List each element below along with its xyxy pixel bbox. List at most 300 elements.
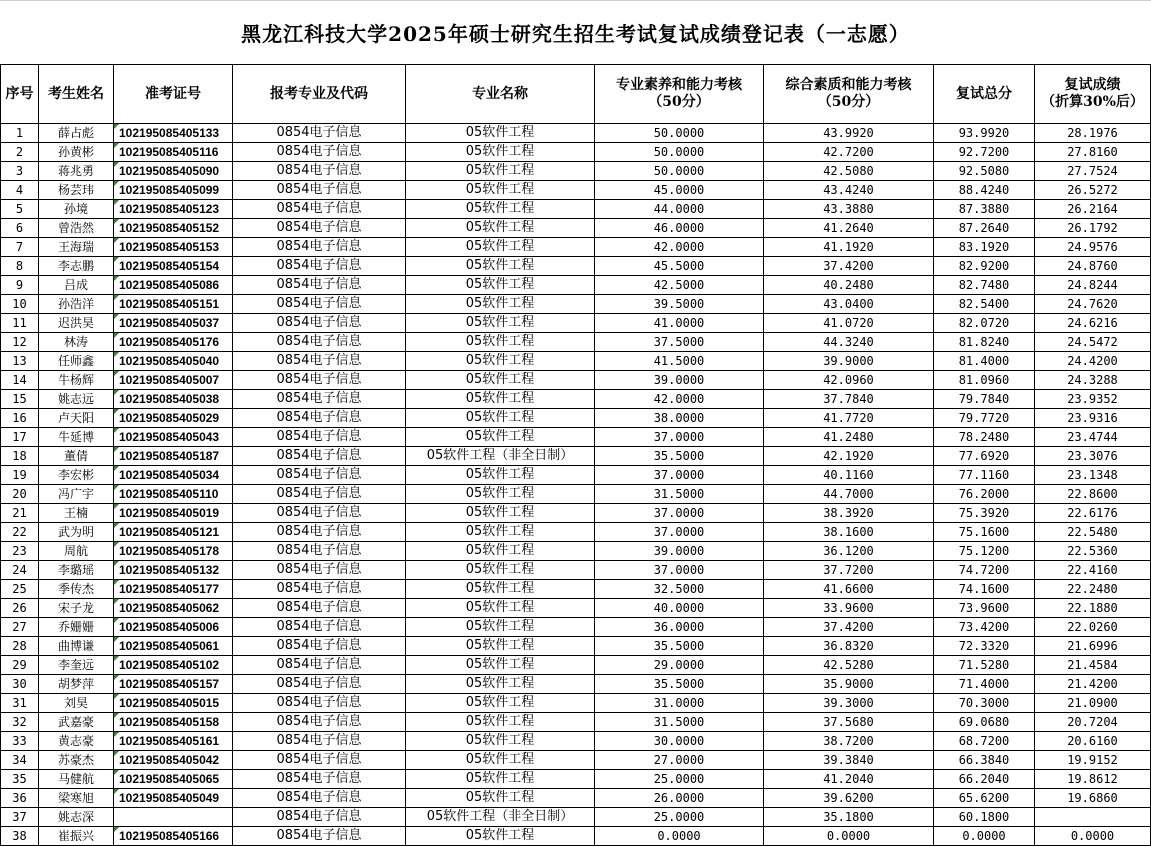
cell-no: 34 [1,751,39,770]
cell-total: 68.7200 [934,732,1035,751]
cell-exam-id: 102195085405062 [114,599,233,618]
header-no: 序号 [1,65,39,124]
cell-exam-id: 102195085405157 [114,675,233,694]
cell-comprehensive: 42.5080 [764,162,934,181]
cell-no: 15 [1,390,39,409]
cell-name: 蒋兆勇 [39,162,114,181]
cell-major: 0854电子信息 [233,409,406,428]
cell-no: 27 [1,618,39,637]
cell-specialty: 05软件工程 [406,751,595,770]
table-row [1,295,1151,314]
cell-converted: 21.4584 [1035,656,1151,675]
cell-exam-id: 102195085405099 [114,181,233,200]
table-row [1,713,1151,732]
cell-total: 92.5080 [934,162,1035,181]
cell-professional: 42.0000 [595,238,764,257]
cell-major: 0854电子信息 [233,485,406,504]
cell-comprehensive: 37.4200 [764,257,934,276]
cell-specialty: 05软件工程 [406,675,595,694]
cell-exam-id: 102195085405177 [114,580,233,599]
cell-comprehensive: 41.2480 [764,428,934,447]
cell-total: 82.7480 [934,276,1035,295]
cell-no: 21 [1,504,39,523]
cell-exam-id: 102195085405034 [114,466,233,485]
table-row [1,124,1151,143]
table-row [1,162,1151,181]
table-row [1,637,1151,656]
cell-converted: 20.7204 [1035,713,1151,732]
cell-name: 孙境 [39,200,114,219]
cell-total: 81.4000 [934,352,1035,371]
cell-major: 0854电子信息 [233,827,406,846]
cell-name: 李奎远 [39,656,114,675]
table-row [1,371,1151,390]
cell-total: 79.7720 [934,409,1035,428]
cell-total: 87.2640 [934,219,1035,238]
score-table [0,64,1151,846]
cell-specialty: 05软件工程 [406,124,595,143]
cell-converted: 19.9152 [1035,751,1151,770]
cell-comprehensive: 42.1920 [764,447,934,466]
cell-no: 23 [1,542,39,561]
cell-comprehensive: 36.1200 [764,542,934,561]
cell-name: 冯广宇 [39,485,114,504]
cell-exam-id: 102195085405123 [114,200,233,219]
table-row [1,808,1151,827]
cell-converted: 27.7524 [1035,162,1151,181]
cell-comprehensive: 40.1160 [764,466,934,485]
header-comprehensive-line1: 综合素质和能力考核 [785,77,912,93]
cell-name: 董倩 [39,447,114,466]
cell-total: 81.0960 [934,371,1035,390]
cell-professional: 42.5000 [595,276,764,295]
cell-name: 姚志远 [39,390,114,409]
cell-major: 0854电子信息 [233,580,406,599]
cell-comprehensive: 37.4200 [764,618,934,637]
table-row [1,694,1151,713]
cell-comprehensive: 37.7840 [764,390,934,409]
cell-comprehensive: 37.5680 [764,713,934,732]
cell-comprehensive: 42.7200 [764,143,934,162]
cell-converted: 23.1348 [1035,466,1151,485]
table-row [1,466,1151,485]
cell-name: 胡梦萍 [39,675,114,694]
cell-converted: 23.9352 [1035,390,1151,409]
table-row [1,276,1151,295]
cell-major: 0854电子信息 [233,770,406,789]
header-total: 复试总分 [934,65,1035,124]
cell-major: 0854电子信息 [233,637,406,656]
cell-specialty: 05软件工程 [406,295,595,314]
cell-converted: 22.5360 [1035,542,1151,561]
cell-major: 0854电子信息 [233,352,406,371]
cell-converted: 19.8612 [1035,770,1151,789]
cell-comprehensive: 43.0400 [764,295,934,314]
table-row [1,409,1151,428]
table-row [1,238,1151,257]
cell-specialty: 05软件工程 [406,618,595,637]
table-row [1,257,1151,276]
cell-converted: 22.0260 [1035,618,1151,637]
cell-converted: 21.4200 [1035,675,1151,694]
cell-exam-id [114,808,233,827]
cell-professional: 35.5000 [595,675,764,694]
cell-name: 宋子龙 [39,599,114,618]
cell-comprehensive: 39.3000 [764,694,934,713]
cell-exam-id: 102195085405015 [114,694,233,713]
cell-converted: 24.3288 [1035,371,1151,390]
cell-exam-id: 102195085405158 [114,713,233,732]
cell-name: 梁寒旭 [39,789,114,808]
cell-no: 10 [1,295,39,314]
cell-total: 76.2000 [934,485,1035,504]
cell-specialty: 05软件工程 [406,181,595,200]
cell-exam-id: 102195085405151 [114,295,233,314]
table-row [1,219,1151,238]
cell-specialty: 05软件工程 [406,713,595,732]
table-row [1,561,1151,580]
header-name: 考生姓名 [39,65,114,124]
cell-converted: 23.4744 [1035,428,1151,447]
cell-major: 0854电子信息 [233,143,406,162]
cell-exam-id: 102195085405133 [114,124,233,143]
cell-name: 刘昊 [39,694,114,713]
cell-name: 周航 [39,542,114,561]
cell-name: 崔振兴 [39,827,114,846]
cell-no: 20 [1,485,39,504]
table-row [1,542,1151,561]
table-row [1,770,1151,789]
header-comprehensive [764,65,934,124]
cell-total: 71.4000 [934,675,1035,694]
cell-name: 李志鹏 [39,257,114,276]
table-body [1,124,1151,846]
cell-no: 25 [1,580,39,599]
table-row [1,827,1151,846]
cell-major: 0854电子信息 [233,789,406,808]
cell-professional: 37.0000 [595,561,764,580]
cell-comprehensive: 41.6600 [764,580,934,599]
cell-no: 14 [1,371,39,390]
cell-professional: 42.0000 [595,390,764,409]
cell-no: 18 [1,447,39,466]
cell-professional: 30.0000 [595,732,764,751]
cell-specialty: 05软件工程 [406,485,595,504]
cell-major: 0854电子信息 [233,694,406,713]
cell-exam-id: 102195085405161 [114,732,233,751]
cell-major: 0854电子信息 [233,257,406,276]
cell-name: 迟洪昊 [39,314,114,333]
cell-major: 0854电子信息 [233,713,406,732]
cell-no: 6 [1,219,39,238]
cell-comprehensive: 41.2640 [764,219,934,238]
cell-converted: 0.0000 [1035,827,1151,846]
cell-comprehensive: 0.0000 [764,827,934,846]
header-row [1,65,1151,124]
cell-name: 牛杨辉 [39,371,114,390]
cell-comprehensive: 44.3240 [764,333,934,352]
cell-major: 0854电子信息 [233,181,406,200]
cell-name: 林涛 [39,333,114,352]
cell-total: 87.3880 [934,200,1035,219]
cell-professional: 29.0000 [595,656,764,675]
cell-major: 0854电子信息 [233,675,406,694]
table-row [1,352,1151,371]
cell-professional: 41.5000 [595,352,764,371]
cell-professional: 50.0000 [595,162,764,181]
header-professional-line2: （50分） [648,94,710,110]
cell-name: 曲博谦 [39,637,114,656]
cell-total: 73.9600 [934,599,1035,618]
header-converted-line2: （折算30%后） [1041,94,1144,110]
cell-comprehensive: 33.9600 [764,599,934,618]
cell-major: 0854电子信息 [233,333,406,352]
cell-major: 0854电子信息 [233,732,406,751]
cell-exam-id: 102195085405178 [114,542,233,561]
cell-total: 70.3000 [934,694,1035,713]
table-row [1,314,1151,333]
cell-converted: 22.5480 [1035,523,1151,542]
cell-major: 0854电子信息 [233,542,406,561]
cell-professional: 31.5000 [595,713,764,732]
cell-no: 30 [1,675,39,694]
cell-name: 薛占彪 [39,124,114,143]
cell-converted: 28.1976 [1035,124,1151,143]
cell-comprehensive: 44.7000 [764,485,934,504]
cell-total: 81.8240 [934,333,1035,352]
cell-comprehensive: 40.2480 [764,276,934,295]
header-comprehensive-line2: （50分） [817,94,880,110]
cell-specialty: 05软件工程 [406,371,595,390]
cell-exam-id: 102195085405040 [114,352,233,371]
table-row [1,618,1151,637]
cell-name: 王海瑞 [39,238,114,257]
header-specialty: 专业名称 [406,65,595,124]
cell-specialty: 05软件工程 [406,238,595,257]
cell-comprehensive: 39.6200 [764,789,934,808]
cell-professional: 37.0000 [595,504,764,523]
cell-exam-id: 102195085405043 [114,428,233,447]
cell-comprehensive: 37.7200 [764,561,934,580]
cell-name: 杨芸玮 [39,181,114,200]
cell-professional: 50.0000 [595,124,764,143]
cell-no: 19 [1,466,39,485]
table-row [1,675,1151,694]
cell-name: 黄志豪 [39,732,114,751]
cell-total: 82.5400 [934,295,1035,314]
cell-exam-id: 102195085405152 [114,219,233,238]
cell-converted: 24.9576 [1035,238,1151,257]
table-row [1,181,1151,200]
cell-specialty: 05软件工程 [406,599,595,618]
cell-specialty: 05软件工程 [406,542,595,561]
cell-major: 0854电子信息 [233,314,406,333]
cell-specialty: 05软件工程 [406,732,595,751]
cell-professional: 25.0000 [595,808,764,827]
cell-specialty: 05软件工程 [406,276,595,295]
cell-major: 0854电子信息 [233,618,406,637]
cell-professional: 37.0000 [595,428,764,447]
cell-exam-id: 102195085405029 [114,409,233,428]
cell-exam-id: 102195085405061 [114,637,233,656]
table-row [1,751,1151,770]
cell-professional: 38.0000 [595,409,764,428]
cell-total: 65.6200 [934,789,1035,808]
cell-major: 0854电子信息 [233,561,406,580]
cell-no: 4 [1,181,39,200]
cell-name: 季传杰 [39,580,114,599]
cell-specialty: 05软件工程 [406,390,595,409]
cell-no: 33 [1,732,39,751]
cell-specialty: 05软件工程 [406,409,595,428]
cell-exam-id: 102195085405090 [114,162,233,181]
cell-no: 31 [1,694,39,713]
table-row [1,390,1151,409]
cell-comprehensive: 39.3840 [764,751,934,770]
cell-total: 74.7200 [934,561,1035,580]
cell-total: 88.4240 [934,181,1035,200]
cell-specialty: 05软件工程 [406,694,595,713]
table-row [1,580,1151,599]
cell-converted: 21.6996 [1035,637,1151,656]
cell-no: 11 [1,314,39,333]
cell-exam-id: 102195085405019 [114,504,233,523]
cell-specialty: 05软件工程 [406,219,595,238]
cell-name: 任师鑫 [39,352,114,371]
header-major: 报考专业及代码 [233,65,406,124]
cell-exam-id: 102195085405038 [114,390,233,409]
cell-name: 马健航 [39,770,114,789]
cell-converted: 22.1880 [1035,599,1151,618]
cell-converted: 22.6176 [1035,504,1151,523]
cell-no: 22 [1,523,39,542]
cell-no: 8 [1,257,39,276]
cell-name: 吕成 [39,276,114,295]
cell-exam-id: 102195085405006 [114,618,233,637]
cell-major: 0854电子信息 [233,447,406,466]
cell-exam-id: 102195085405176 [114,333,233,352]
cell-total: 74.1600 [934,580,1035,599]
cell-professional: 37.0000 [595,523,764,542]
cell-converted: 26.2164 [1035,200,1151,219]
cell-total: 77.1160 [934,466,1035,485]
header-converted [1035,65,1151,124]
cell-no: 28 [1,637,39,656]
cell-specialty: 05软件工程 [406,314,595,333]
cell-total: 82.9200 [934,257,1035,276]
cell-converted: 24.4200 [1035,352,1151,371]
cell-converted: 22.4160 [1035,561,1151,580]
cell-professional: 45.0000 [595,181,764,200]
cell-no: 5 [1,200,39,219]
cell-major: 0854电子信息 [233,219,406,238]
cell-comprehensive: 41.0720 [764,314,934,333]
cell-no: 26 [1,599,39,618]
cell-exam-id: 102195085405154 [114,257,233,276]
cell-no: 2 [1,143,39,162]
cell-professional: 26.0000 [595,789,764,808]
cell-specialty: 05软件工程 [406,200,595,219]
cell-specialty: 05软件工程（非全日制） [406,808,595,827]
cell-professional: 31.0000 [595,694,764,713]
cell-comprehensive: 41.1920 [764,238,934,257]
cell-specialty: 05软件工程 [406,352,595,371]
cell-converted: 24.8244 [1035,276,1151,295]
cell-specialty: 05软件工程 [406,428,595,447]
cell-comprehensive: 42.5280 [764,656,934,675]
cell-comprehensive: 35.1800 [764,808,934,827]
cell-no: 37 [1,808,39,827]
cell-exam-id: 102195085405037 [114,314,233,333]
cell-major: 0854电子信息 [233,466,406,485]
cell-no: 36 [1,789,39,808]
cell-comprehensive: 38.3920 [764,504,934,523]
cell-professional: 44.0000 [595,200,764,219]
table-row [1,523,1151,542]
cell-exam-id: 102195085405042 [114,751,233,770]
cell-specialty: 05软件工程 [406,466,595,485]
cell-major: 0854电子信息 [233,751,406,770]
cell-specialty: 05软件工程 [406,143,595,162]
cell-comprehensive: 38.1600 [764,523,934,542]
table-row [1,143,1151,162]
cell-total: 75.1200 [934,542,1035,561]
cell-professional: 36.0000 [595,618,764,637]
cell-no: 32 [1,713,39,732]
table-row [1,504,1151,523]
cell-comprehensive: 38.7200 [764,732,934,751]
cell-professional: 45.5000 [595,257,764,276]
table-row [1,656,1151,675]
cell-name: 李宏彬 [39,466,114,485]
cell-name: 孙黄彬 [39,143,114,162]
cell-no: 7 [1,238,39,257]
cell-total: 73.4200 [934,618,1035,637]
cell-total: 78.2480 [934,428,1035,447]
cell-total: 66.2040 [934,770,1035,789]
cell-total: 0.0000 [934,827,1035,846]
table-row [1,789,1151,808]
cell-name: 李璐瑶 [39,561,114,580]
cell-converted: 24.6216 [1035,314,1151,333]
cell-name: 武为明 [39,523,114,542]
cell-major: 0854电子信息 [233,371,406,390]
cell-specialty: 05软件工程 [406,656,595,675]
cell-converted: 24.5472 [1035,333,1151,352]
cell-name: 曾浩然 [39,219,114,238]
cell-specialty: 05软件工程 [406,333,595,352]
cell-no: 17 [1,428,39,447]
cell-professional: 37.5000 [595,333,764,352]
cell-converted: 23.3076 [1035,447,1151,466]
cell-converted: 21.0900 [1035,694,1151,713]
cell-professional: 0.0000 [595,827,764,846]
cell-exam-id: 102195085405132 [114,561,233,580]
cell-specialty: 05软件工程 [406,637,595,656]
cell-total: 60.1800 [934,808,1035,827]
cell-no: 13 [1,352,39,371]
cell-converted: 22.2480 [1035,580,1151,599]
cell-professional: 39.0000 [595,542,764,561]
header-professional-line1: 专业素养和能力考核 [616,77,742,93]
cell-exam-id: 102195085405166 [114,827,233,846]
cell-major: 0854电子信息 [233,390,406,409]
sheet-title: 黑龙江科技大学2025年硕士研究生招生考试复试成绩登记表（一志愿） [0,0,1151,64]
cell-professional: 25.0000 [595,770,764,789]
cell-no: 35 [1,770,39,789]
cell-professional: 35.5000 [595,447,764,466]
cell-converted: 26.1792 [1035,219,1151,238]
